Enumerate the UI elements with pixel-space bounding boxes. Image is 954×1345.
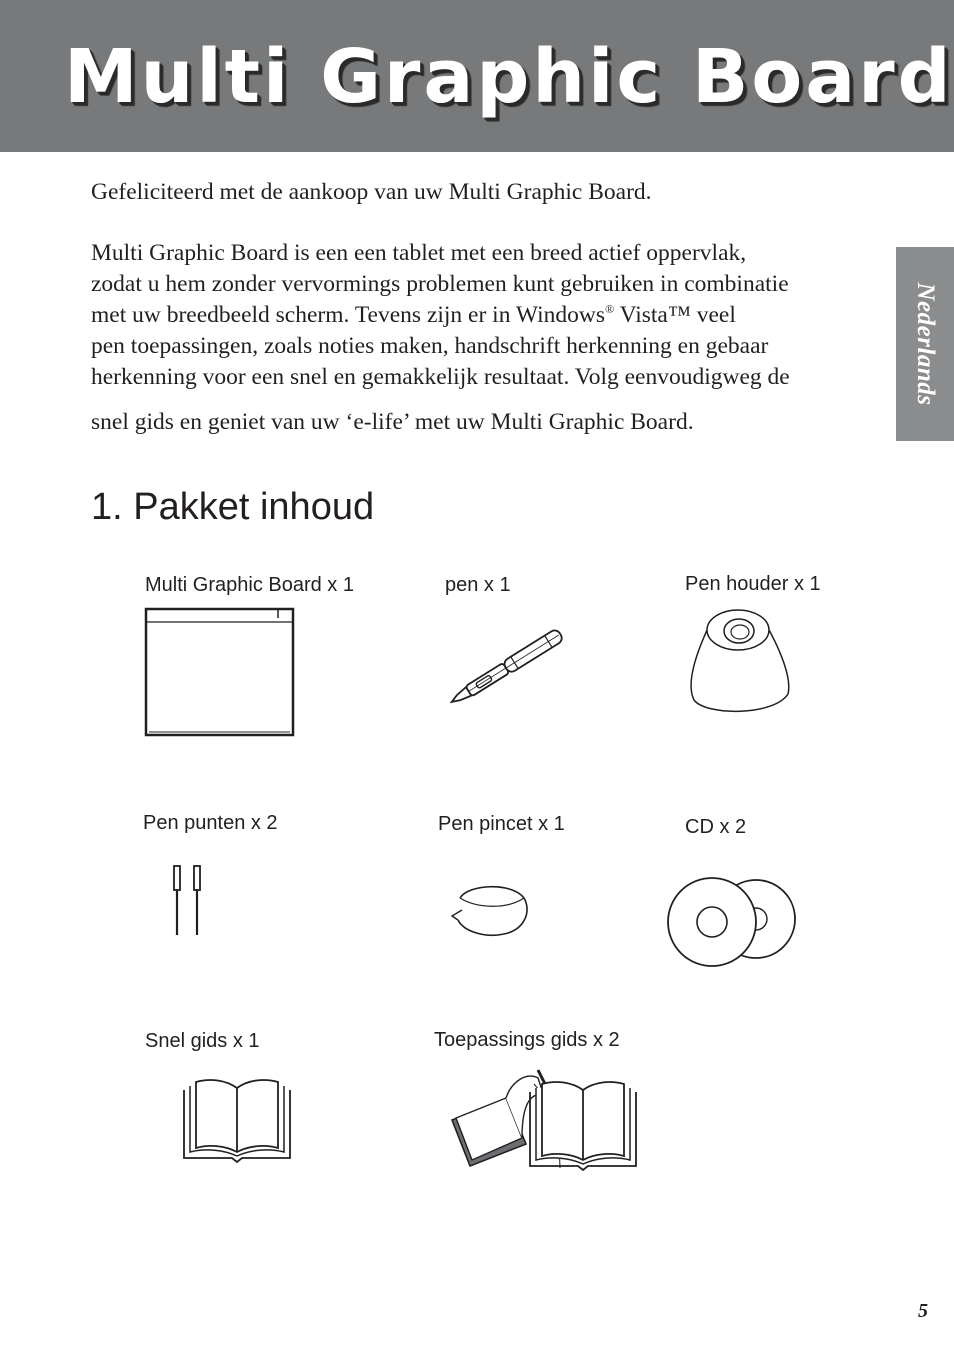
section-title: 1. Pakket inhoud: [91, 486, 375, 528]
intro-paragraph-2: [91, 238, 871, 438]
tablet-icon: [140, 606, 300, 740]
item-label-pen-nibs: Pen punten x 2: [143, 812, 278, 834]
language-tab-label: Nederlands: [912, 282, 939, 406]
item-label-application-guide: Toepassings gids x 2: [434, 1029, 620, 1051]
intro-paragraph-1: [91, 177, 871, 208]
intro-line: herkenning voor een snel en gemakkelijk resultaat. Volg eenvoudigweg de: [91, 364, 790, 390]
book-icon: [180, 1076, 294, 1164]
intro-line: zodat u hem zonder vervormings problemen kunt gebruiken in combinatie: [91, 271, 789, 297]
intro-line: pen toepassingen, zoals noties maken, handschrift herkenning en gebaar: [91, 333, 769, 359]
item-label-pen-tweezer: Pen pincet x 1: [438, 813, 565, 835]
page-number: 5: [918, 1300, 928, 1322]
item-label-quick-guide: Snel gids x 1: [145, 1030, 260, 1052]
cd-icon: [662, 870, 802, 974]
registered-mark: ®: [605, 302, 615, 316]
intro-line: Gefeliciteerd met de aankoop van uw Multi Graphic Board.: [91, 179, 652, 205]
books-icon: [446, 1068, 640, 1172]
title-banner: [0, 0, 954, 152]
pen-tweezer-icon: [448, 878, 534, 944]
intro-line: Multi Graphic Board is een een tablet met een breed actief oppervlak,: [91, 240, 747, 266]
pen-holder-icon: [684, 604, 798, 716]
language-tab: [896, 247, 954, 441]
item-label-pen: pen x 1: [445, 574, 511, 596]
intro-line: snel gids en geniet van uw ‘e-life’ met uw Multi Graphic Board.: [91, 409, 694, 435]
item-label-pen-holder: Pen houder x 1: [685, 573, 821, 595]
page-title: Multi Graphic Board: [64, 34, 954, 120]
item-label-cd: CD x 2: [685, 816, 747, 838]
intro-text: Vista™ veel: [614, 302, 736, 328]
intro-text: met uw breedbeeld scherm. Tevens zijn er in Windows: [91, 302, 606, 328]
pen-icon: [436, 622, 576, 714]
pen-nibs-icon: [168, 862, 208, 942]
intro-line: [91, 300, 871, 331]
item-label-tablet: Multi Graphic Board x 1: [145, 574, 354, 596]
